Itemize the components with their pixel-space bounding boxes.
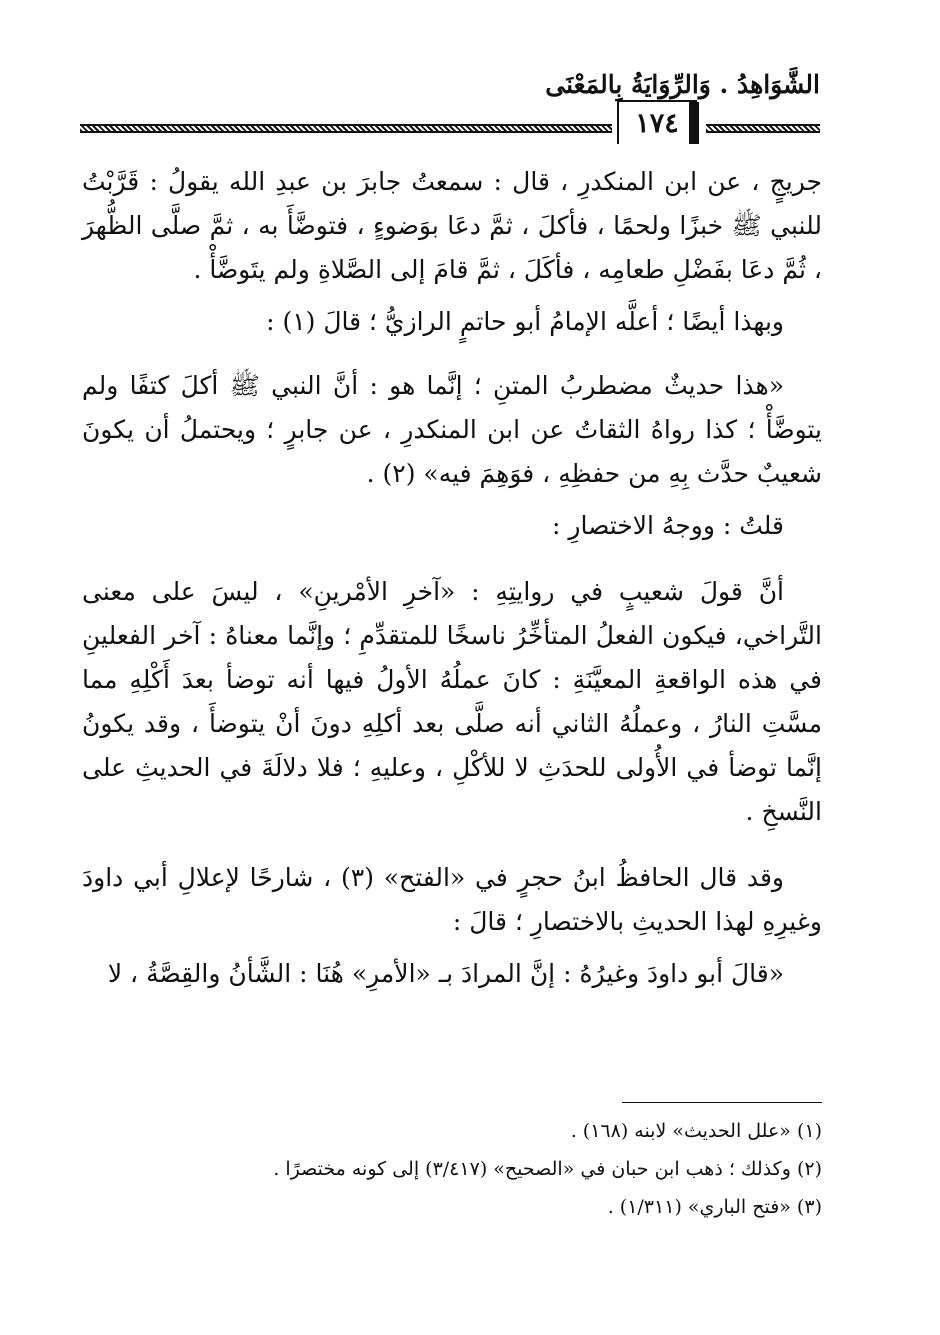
footnote-separator <box>622 1102 822 1103</box>
paragraph-narration: جريجٍ ، عن ابن المنكدرِ ، قال : سمعتُ جابرَ بن عبدِ الله يقولُ : قَرَّبْتُ للنبي ﷺ خبزًا ولحمًا ، فأكلَ ، ثمَّ دعَا بوَضوءٍ ، فتوضَّأَ به ، ثمَّ صلَّى الظُّهرَ ، ثُمَّ دعَا بفَضْلِ طعامِه ، فأكَلَ ، ثمَّ قامَ إلى الصَّلاةِ ولم يتَوضَّأْ . <box>82 167 822 284</box>
page-number-frame-bar <box>689 102 699 144</box>
paragraph-explanation: أنَّ قولَ شعيبٍ في روايتِهِ : «آخرِ الأمْرينِ» ، ليسَ على معنى التَّراخي، فيكون الفعلُ المتأخِّرُ ناسخًا للمتقدِّمِ ؛ وإنَّما معناهُ : آخر الفعلينِ في هذه الواقعةِ المعيَّنَةِ : كانَ عملُهُ الأولُ فيها أنه توضأ بعدَ أَكْلِهِ مما مسَّتِ النارُ ، وعملُهُ الثاني أنه صلَّى بعد أكلِهِ دونَ أنْ يتوضأَ ، وقد يكونُ إنَّما توضأ في الأُولى للحدَثِ لا للأكْلِ ، وعليهِ ؛ فلا دلالَةَ في الحديثِ على النَّسخِ . <box>82 577 822 826</box>
paragraph-ibn-hajar: وقد قال الحافظُ ابنُ حجرٍ في «الفتح» (٣) ، شارحًا لإعلالِ أبي داودَ وغيرِهِ لهذا الحديثِ بالاختصارِ ؛ قالَ : <box>82 863 822 936</box>
main-text <box>82 160 822 1004</box>
page-header <box>80 56 820 146</box>
footnotes <box>82 1112 822 1226</box>
paragraph-quote-abu-dawud: «قالَ أبو داودَ وغيرُهُ : إنَّ المرادَ بـ «الأمرِ» هُنَا : الشَّأنُ والقِصَّةُ ، لا <box>107 959 784 988</box>
running-title: الشَّوَاهِدُ . وَالرِّوَايَةُ بِالمَعْنَى <box>545 70 820 99</box>
footnote-1: (١) «علل الحديث» لابنه (١٦٨) . <box>570 1120 822 1142</box>
page-number: ١٧٤ <box>617 100 697 144</box>
header-ornamental-rule-left <box>706 124 820 133</box>
header-ornamental-rule-right <box>80 124 612 133</box>
paragraph-quote-abu-hatim: «هذا حديثٌ مضطربُ المتنِ ؛ إنَّما هو : أنَّ النبي ﷺ أكلَ كتفًا ولم يتوضَّأْ ؛ كذا رواهُ الثقاتُ عن ابن المنكدرِ ، عن جابرٍ ؛ ويحتملُ أن يكونَ شعيبٌ حدَّث بِهِ من حفظِهِ ، فوَهِمَ فيه» (٢) . <box>82 371 822 488</box>
paragraph-qultu: قلتُ : ووجهُ الاختصارِ : <box>552 511 784 540</box>
footnote-2: (٢) وكذلك ؛ ذهب ابن حبان في «الصحيح» (٣/٤١٧) إلى كونه مختصرًا . <box>273 1158 822 1180</box>
paragraph-abu-hatim: وبهذا أيضًا ؛ أعلَّه الإمامُ أبو حاتمٍ الرازيُّ ؛ قالَ (١) : <box>266 307 784 336</box>
footnote-3: (٣) «فتح الباري» (١/٣١١) . <box>607 1196 822 1218</box>
